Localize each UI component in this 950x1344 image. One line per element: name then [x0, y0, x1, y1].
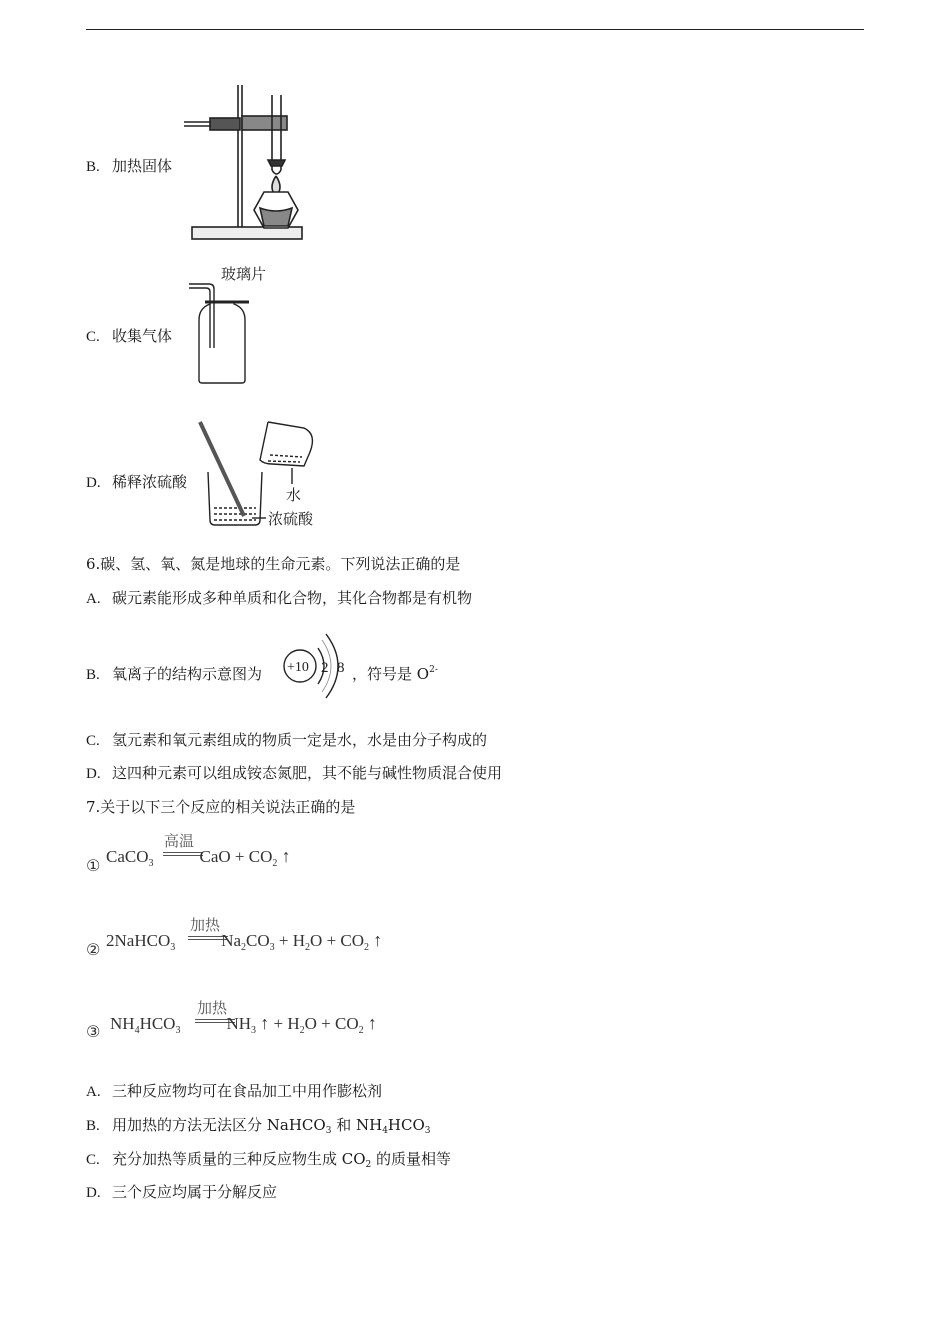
option-letter: B.: [86, 1118, 100, 1134]
q6-option-a: [86, 588, 472, 609]
option-letter: C.: [86, 733, 100, 749]
subscript: 3: [325, 1126, 332, 1136]
option-letter: A.: [86, 591, 101, 607]
option-text-after: ，符号是 O: [352, 665, 430, 683]
q5-option-d: [86, 472, 187, 493]
reaction-3-equation: $NH_4HCO_3$ $NH_3$ ↑ + $H_2O + CO_2$ ↑: [110, 1013, 377, 1036]
subscript: 4: [382, 1126, 388, 1136]
gas-collection-figure: [185, 262, 305, 387]
option-letter: C.: [86, 329, 100, 345]
shell2-label: 8: [337, 660, 345, 676]
reaction-2-marker: ②: [86, 940, 101, 959]
option-text: 加热固体: [112, 157, 173, 175]
reaction-2-equation: 2NaHCO$_3$ $Na_2CO_3 + H_2O + CO_2$ ↑: [106, 930, 383, 953]
option-letter: C.: [86, 1152, 100, 1168]
option-text: 三种反应物均可在食品加工中用作膨松剂: [112, 1082, 383, 1100]
shell1-label: 2: [321, 660, 329, 676]
option-text-after: 的质量相等: [371, 1150, 452, 1168]
option-text: 碳元素能形成多种单质和化合物，其化合物都是有机物: [112, 589, 473, 607]
reaction-2-condition: 加热: [190, 916, 221, 934]
q6-stem: 6.碳、氢、氧、氮是地球的生命元素。下列说法正确的是: [86, 555, 461, 573]
q6-option-b: [86, 660, 438, 685]
glass-plate-label: 玻璃片: [221, 265, 267, 283]
reaction-1-marker: ①: [86, 856, 101, 875]
q7-option-c: [86, 1149, 451, 1175]
option-letter: B.: [86, 159, 100, 175]
subscript: 3: [424, 1126, 431, 1136]
option-letter: D.: [86, 766, 101, 782]
water-label: 水: [286, 486, 302, 504]
q7-option-a: [86, 1081, 382, 1102]
option-letter: D.: [86, 475, 101, 491]
subscript: 2: [365, 1160, 372, 1170]
reaction-3-marker: ③: [86, 1022, 101, 1041]
q5-option-b: [86, 156, 172, 177]
option-text-before: 氧离子的结构示意图为: [112, 665, 263, 683]
q6-option-c: [86, 730, 487, 751]
reaction-1-equation: CaCO$_3$ CaO + $CO_2$ ↑: [106, 846, 291, 869]
q7-option-b: [86, 1115, 431, 1141]
header-rule: [86, 29, 864, 30]
option-text-mid: 和 NH: [331, 1116, 383, 1134]
heating-solid-apparatus-figure: [180, 80, 320, 245]
option-text-mid2: HCO: [387, 1116, 425, 1134]
option-text: 这四种元素可以组成铵态氮肥，其不能与碱性物质混合使用: [112, 764, 503, 782]
option-text: 收集气体: [112, 327, 173, 345]
option-text-before: 用加热的方法无法区分 NaHCO: [112, 1116, 326, 1134]
option-letter: B.: [86, 667, 100, 683]
option-text: 氢元素和氧元素组成的物质一定是水，水是由分子构成的: [112, 731, 488, 749]
nucleus-label: +10: [287, 660, 309, 675]
q5-option-c: [86, 326, 172, 347]
charge-superscript: 2-: [429, 665, 438, 675]
option-letter: D.: [86, 1185, 101, 1201]
option-text: 三个反应均属于分解反应: [112, 1183, 278, 1201]
reaction-3-condition: 加热: [197, 999, 228, 1017]
option-text: 稀释浓硫酸: [112, 473, 188, 491]
conc-acid-label: 浓硫酸: [268, 510, 314, 528]
dilute-acid-figure: [192, 412, 342, 532]
option-letter: A.: [86, 1084, 101, 1100]
option-text-before: 充分加热等质量的三种反应物生成 CO: [112, 1150, 366, 1168]
oxygen-ion-diagram: [278, 620, 368, 710]
q6-option-d: [86, 763, 502, 784]
reaction-1-condition: 高温: [164, 832, 195, 850]
q7-stem: 7.关于以下三个反应的相关说法正确的是: [86, 798, 356, 816]
q7-option-d: [86, 1182, 277, 1203]
